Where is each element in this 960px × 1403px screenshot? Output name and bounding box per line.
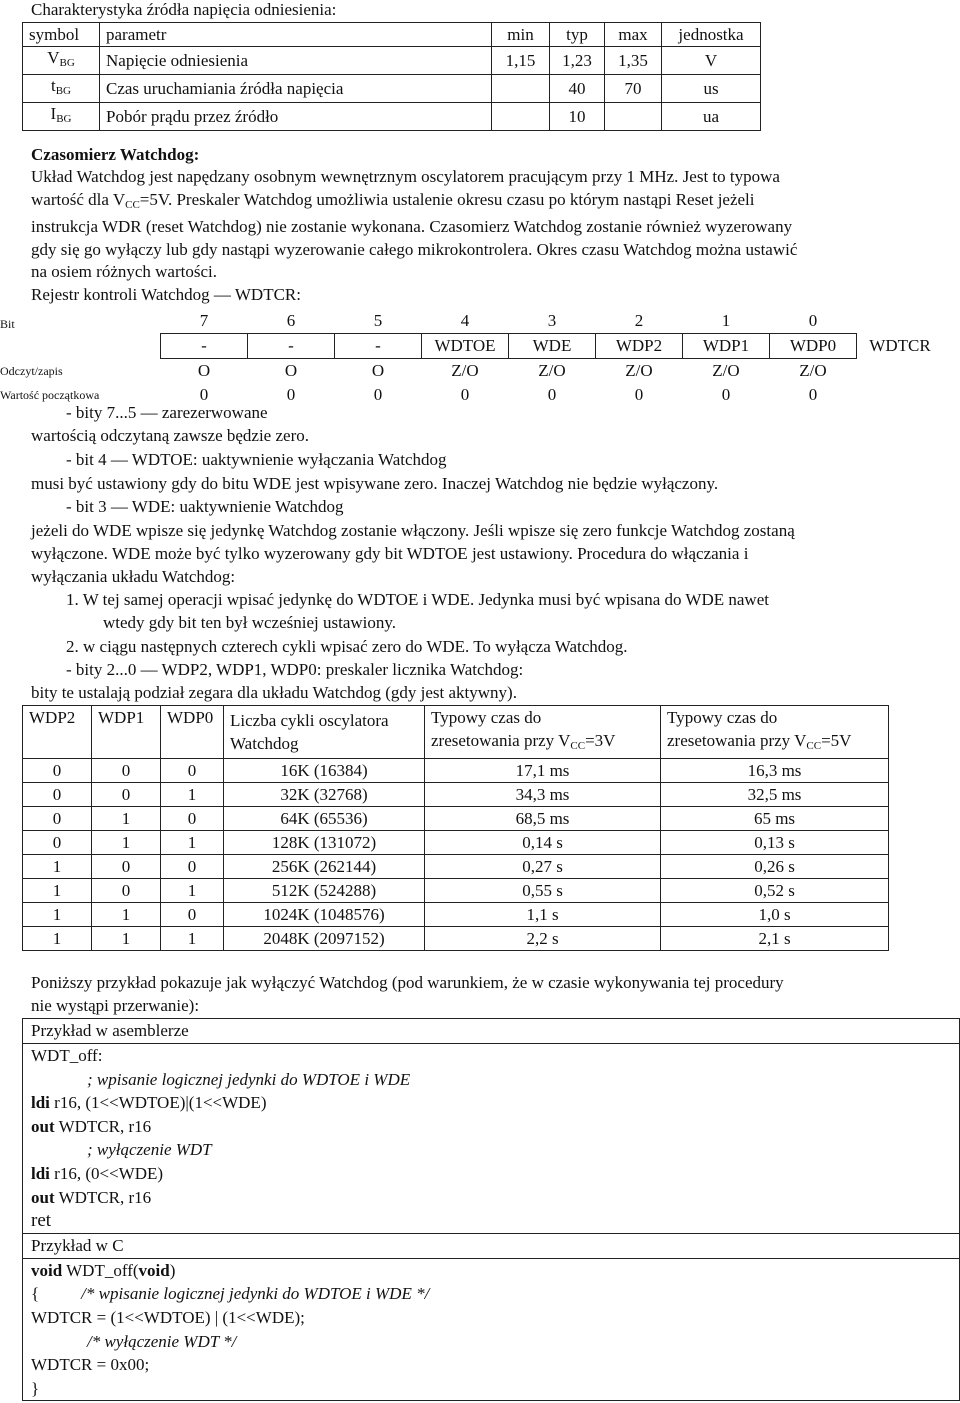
col-header: jednostka bbox=[662, 23, 761, 47]
char-title: Charakterystyka źródła napięcia odniesienia: bbox=[31, 0, 337, 19]
table-cell: 1 bbox=[92, 831, 161, 855]
prescaler-table bbox=[22, 705, 889, 951]
max-cell bbox=[605, 103, 662, 131]
code-line: ldi r16, (0<<WDE) bbox=[31, 1163, 164, 1183]
table-cell: 34,3 ms bbox=[425, 783, 661, 807]
table-row bbox=[23, 783, 889, 807]
table-cell: 0 bbox=[161, 855, 224, 879]
typ-cell: 40 bbox=[550, 75, 605, 103]
code-line: WDT_off: bbox=[31, 1046, 103, 1065]
code-line: void WDT_off(void) bbox=[31, 1260, 176, 1280]
rw-row bbox=[161, 359, 944, 384]
col-header: WDP2 bbox=[23, 706, 92, 759]
table-row bbox=[23, 831, 889, 855]
table-cell: 0 bbox=[92, 783, 161, 807]
table-cell: 16,3 ms bbox=[661, 759, 889, 783]
col-header: typ bbox=[550, 23, 605, 47]
table-cell: 0 bbox=[161, 807, 224, 831]
bit-desc-line: bity te ustalają podział zegara dla układu Watchdog (gdy jest aktywny). bbox=[31, 683, 517, 702]
code-comment: /* wyłączenie WDT */ bbox=[87, 1331, 237, 1351]
bit-desc-line: wtedy gdy bit ten był wcześniej ustawiony. bbox=[103, 613, 397, 632]
c-code-block bbox=[22, 1258, 960, 1402]
unit-cell: V bbox=[662, 47, 761, 75]
code-line: ret bbox=[31, 1210, 52, 1232]
table-cell: 1 bbox=[92, 927, 161, 951]
table-cell: 2,1 s bbox=[661, 927, 889, 951]
text-line: instrukcja WDR (reset Watchdog) nie zostanie wykonana. Czasomierz Watchdog zostanie również wyzerowany bbox=[31, 217, 793, 236]
col-header: Typowy czas do zresetowania przy $V_{CC}=5V$ bbox=[661, 706, 889, 759]
table-cell: 1 bbox=[23, 879, 92, 903]
bit-desc-line: - bity 2...0 — WDP2, WDP1, WDP0: preskaler licznika Watchdog: bbox=[66, 660, 524, 679]
rw-value: O bbox=[197, 361, 211, 380]
text-line: gdy się go wyłączy lub gdy nastąpi wyzerowanie całego mikrokontrolera. Okres czasu Watchdog można ustawić bbox=[31, 239, 798, 259]
table-cell: 0,52 s bbox=[661, 879, 889, 903]
table-cell: 0,27 s bbox=[425, 855, 661, 879]
table-cell: 0 bbox=[92, 879, 161, 903]
table-cell: 128K (131072) bbox=[224, 831, 425, 855]
min-cell: 1,15 bbox=[492, 47, 550, 75]
table-row bbox=[23, 103, 761, 131]
typ-cell: 10 bbox=[550, 103, 605, 131]
bit-desc-line: - bit 3 — WDE: uaktywnienie Watchdog bbox=[66, 497, 344, 516]
typ-cell: 1,23 bbox=[550, 47, 605, 75]
symbol-cell: $I_{BG}$ bbox=[23, 103, 100, 131]
code-comment: ; wyłączenie WDT bbox=[87, 1140, 212, 1160]
register-table bbox=[160, 309, 944, 407]
param-cell: Napięcie odniesienia bbox=[100, 47, 492, 75]
bit-name: WDP0 bbox=[770, 334, 857, 359]
side-label-bit: Bit bbox=[0, 317, 15, 331]
bit-name: - bbox=[248, 334, 335, 359]
code-line: { /* wpisanie logicznej jedynki do WDTOE i WDE */ bbox=[31, 1284, 430, 1304]
code-line: ldi r16, (1<<WDTOE)|(1<<WDE) bbox=[31, 1093, 267, 1113]
table-row bbox=[23, 927, 889, 951]
init-value: 0 bbox=[460, 385, 470, 404]
table-cell: 16K (16384) bbox=[224, 759, 425, 783]
bit-name: WDP2 bbox=[596, 334, 683, 359]
table-row bbox=[23, 879, 889, 903]
table-cell: 65 ms bbox=[661, 807, 889, 831]
table-row bbox=[23, 75, 761, 103]
symbol-cell: $t_{BG}$ bbox=[23, 75, 100, 103]
init-value: 0 bbox=[808, 385, 818, 404]
table-cell: 1,0 s bbox=[661, 903, 889, 927]
max-cell: 1,35 bbox=[605, 47, 662, 75]
example-intro-line: nie wystąpi przerwanie): bbox=[31, 996, 200, 1015]
table-cell: 1 bbox=[161, 927, 224, 951]
bit-number: 4 bbox=[460, 311, 470, 330]
table-cell: 0,26 s bbox=[661, 855, 889, 879]
table-cell: 32K (32768) bbox=[224, 783, 425, 807]
table-cell: 1 bbox=[23, 855, 92, 879]
table-cell: 256K (262144) bbox=[224, 855, 425, 879]
param-cell: Czas uruchamiania źródła napięcia bbox=[100, 75, 492, 103]
table-cell: 1 bbox=[23, 903, 92, 927]
max-cell: 70 bbox=[605, 75, 662, 103]
bit-desc-line: 1. W tej samej operacji wpisać jedynkę do WDTOE i WDE. Jedynka musi być wpisana do WDE nawet bbox=[66, 590, 769, 609]
table-cell: 32,5 ms bbox=[661, 783, 889, 807]
table-row bbox=[23, 47, 761, 75]
table-header-row bbox=[23, 23, 761, 47]
table-header-row bbox=[23, 706, 889, 759]
char-table bbox=[22, 22, 761, 131]
table-cell: 0 bbox=[161, 903, 224, 927]
rw-value: O bbox=[371, 361, 385, 380]
init-value: 0 bbox=[634, 385, 644, 404]
table-cell: 1,1 s bbox=[425, 903, 661, 927]
text-line: wartość dla $V_{CC}=5V$. Preskaler Watchdog umożliwia ustalenie okresu czasu po którym nastąpi Reset jeżeli bbox=[31, 189, 755, 211]
c-title: Przykład w C bbox=[22, 1233, 960, 1258]
table-row bbox=[23, 807, 889, 831]
rw-value: Z/O bbox=[451, 361, 479, 380]
table-cell: 1 bbox=[23, 927, 92, 951]
init-value: 0 bbox=[199, 385, 209, 404]
side-label-rw: Odczyt/zapis bbox=[0, 364, 63, 378]
table-cell: 1 bbox=[161, 783, 224, 807]
table-cell: 2048K (2097152) bbox=[224, 927, 425, 951]
bit-name: WDE bbox=[509, 334, 596, 359]
side-label-init: Wartość początkowa bbox=[0, 388, 100, 402]
bit-name-row bbox=[161, 334, 944, 359]
table-cell: 0 bbox=[92, 855, 161, 879]
init-value: 0 bbox=[547, 385, 557, 404]
col-header: WDP0 bbox=[161, 706, 224, 759]
table-cell: 0 bbox=[92, 759, 161, 783]
asm-title: Przykład w asemblerze bbox=[22, 1018, 960, 1043]
table-cell: 0 bbox=[23, 807, 92, 831]
col-header: max bbox=[605, 23, 662, 47]
bit-desc-line: wyłączania układu Watchdog: bbox=[31, 567, 236, 586]
init-value: 0 bbox=[721, 385, 731, 404]
example-intro-line: Poniższy przykład pokazuje jak wyłączyć Watchdog (pod warunkiem, że w czasie wykonywania tej procedury bbox=[31, 973, 784, 992]
table-cell: 1 bbox=[92, 903, 161, 927]
bit-number: 2 bbox=[634, 311, 644, 330]
code-line: WDTCR = 0x00; bbox=[31, 1355, 150, 1375]
bit-number: 5 bbox=[373, 311, 383, 330]
min-cell bbox=[492, 75, 550, 103]
col-header: symbol bbox=[23, 23, 100, 47]
table-cell: 0 bbox=[23, 759, 92, 783]
init-value: 0 bbox=[373, 385, 383, 404]
watchdog-description bbox=[31, 166, 936, 284]
bit-desc-line: musi być ustawiony gdy do bitu WDE jest wpisywane zero. Inaczej Watchdog nie będzie wyłączony. bbox=[31, 474, 719, 493]
col-header: parametr bbox=[100, 23, 492, 47]
table-cell: 0,14 s bbox=[425, 831, 661, 855]
register-label: Rejestr kontroli Watchdog — WDTCR: bbox=[31, 285, 301, 304]
table-cell: 1 bbox=[161, 879, 224, 903]
table-cell: 17,1 ms bbox=[425, 759, 661, 783]
rw-value: Z/O bbox=[799, 361, 827, 380]
table-row bbox=[23, 759, 889, 783]
bit-number: 6 bbox=[286, 311, 296, 330]
bit-desc-line: jeżeli do WDE wpisze się jedynkę Watchdog zostanie włączony. Jeśli wpisze się zero funkcje Watchdog zostaną bbox=[31, 521, 795, 540]
bit-number-row bbox=[161, 309, 944, 334]
param-cell: Pobór prądu przez źródło bbox=[100, 103, 492, 131]
code-line: out WDTCR, r16 bbox=[31, 1116, 152, 1136]
unit-cell: ua bbox=[662, 103, 761, 131]
col-header: min bbox=[492, 23, 550, 47]
bit-desc-line: wartością odczytaną zawsze będzie zero. bbox=[31, 426, 309, 445]
table-cell: 0 bbox=[23, 831, 92, 855]
col-header: Liczba cykli oscylatora Watchdog bbox=[224, 706, 425, 759]
table-cell: 0,13 s bbox=[661, 831, 889, 855]
symbol-cell: $V_{BG}$ bbox=[23, 47, 100, 75]
bit-name: WDP1 bbox=[683, 334, 770, 359]
code-comment: ; wpisanie logicznej jedynki do WDTOE i WDE bbox=[87, 1069, 411, 1089]
table-cell: 0,55 s bbox=[425, 879, 661, 903]
bit-number: 1 bbox=[721, 311, 731, 330]
init-row bbox=[161, 383, 944, 407]
table-row bbox=[23, 855, 889, 879]
col-header: Typowy czas do zresetowania przy $V_{CC}=3V$ bbox=[425, 706, 661, 759]
bit-name: WDTOE bbox=[422, 334, 509, 359]
col-header: WDP1 bbox=[92, 706, 161, 759]
bit-name: - bbox=[161, 334, 248, 359]
table-cell: 1 bbox=[161, 831, 224, 855]
bit-name: - bbox=[335, 334, 422, 359]
table-cell: 512K (524288) bbox=[224, 879, 425, 903]
bit-desc-line: - bity 7...5 — zarezerwowane bbox=[66, 403, 268, 422]
table-cell: 1024K (1048576) bbox=[224, 903, 425, 927]
section-heading: Czasomierz Watchdog: bbox=[31, 145, 200, 164]
code-line: } bbox=[31, 1378, 40, 1398]
bit-desc-line: wyłączone. WDE może być tylko wyzerowany gdy bit WDTOE jest ustawiony. Procedura do włączania i bbox=[31, 544, 749, 563]
text-line: Układ Watchdog jest napędzany osobnym wewnętrznym oscylatorem pracującym przy 1 MHz. Jest to typowa bbox=[31, 167, 780, 186]
rw-value: Z/O bbox=[712, 361, 740, 380]
init-value: 0 bbox=[286, 385, 296, 404]
bit-number: 0 bbox=[808, 311, 818, 330]
unit-cell: us bbox=[662, 75, 761, 103]
table-cell: 64K (65536) bbox=[224, 807, 425, 831]
rw-value: O bbox=[284, 361, 298, 380]
bit-desc-line: 2. w ciągu następnych czterech cykli wpisać zero do WDE. To wyłącza Watchdog. bbox=[66, 637, 628, 656]
table-cell: 0 bbox=[161, 759, 224, 783]
asm-code-block bbox=[22, 1043, 960, 1233]
code-line: out WDTCR, r16 bbox=[31, 1187, 152, 1207]
bit-number: 3 bbox=[547, 311, 557, 330]
table-cell: 1 bbox=[92, 807, 161, 831]
bit-desc-line: - bit 4 — WDTOE: uaktywnienie wyłączania Watchdog bbox=[66, 450, 447, 469]
table-cell: 0 bbox=[23, 783, 92, 807]
rw-value: Z/O bbox=[538, 361, 566, 380]
rw-value: Z/O bbox=[625, 361, 653, 380]
code-line: WDTCR = (1<<WDTOE) | (1<<WDE); bbox=[31, 1307, 305, 1327]
table-cell: 68,5 ms bbox=[425, 807, 661, 831]
text-line: na osiem różnych wartości. bbox=[31, 262, 217, 281]
register-name: WDTCR bbox=[869, 336, 931, 355]
table-row bbox=[23, 903, 889, 927]
min-cell bbox=[492, 103, 550, 131]
bit-number: 7 bbox=[199, 311, 209, 330]
code-examples bbox=[22, 1018, 960, 1401]
table-cell: 2,2 s bbox=[425, 927, 661, 951]
